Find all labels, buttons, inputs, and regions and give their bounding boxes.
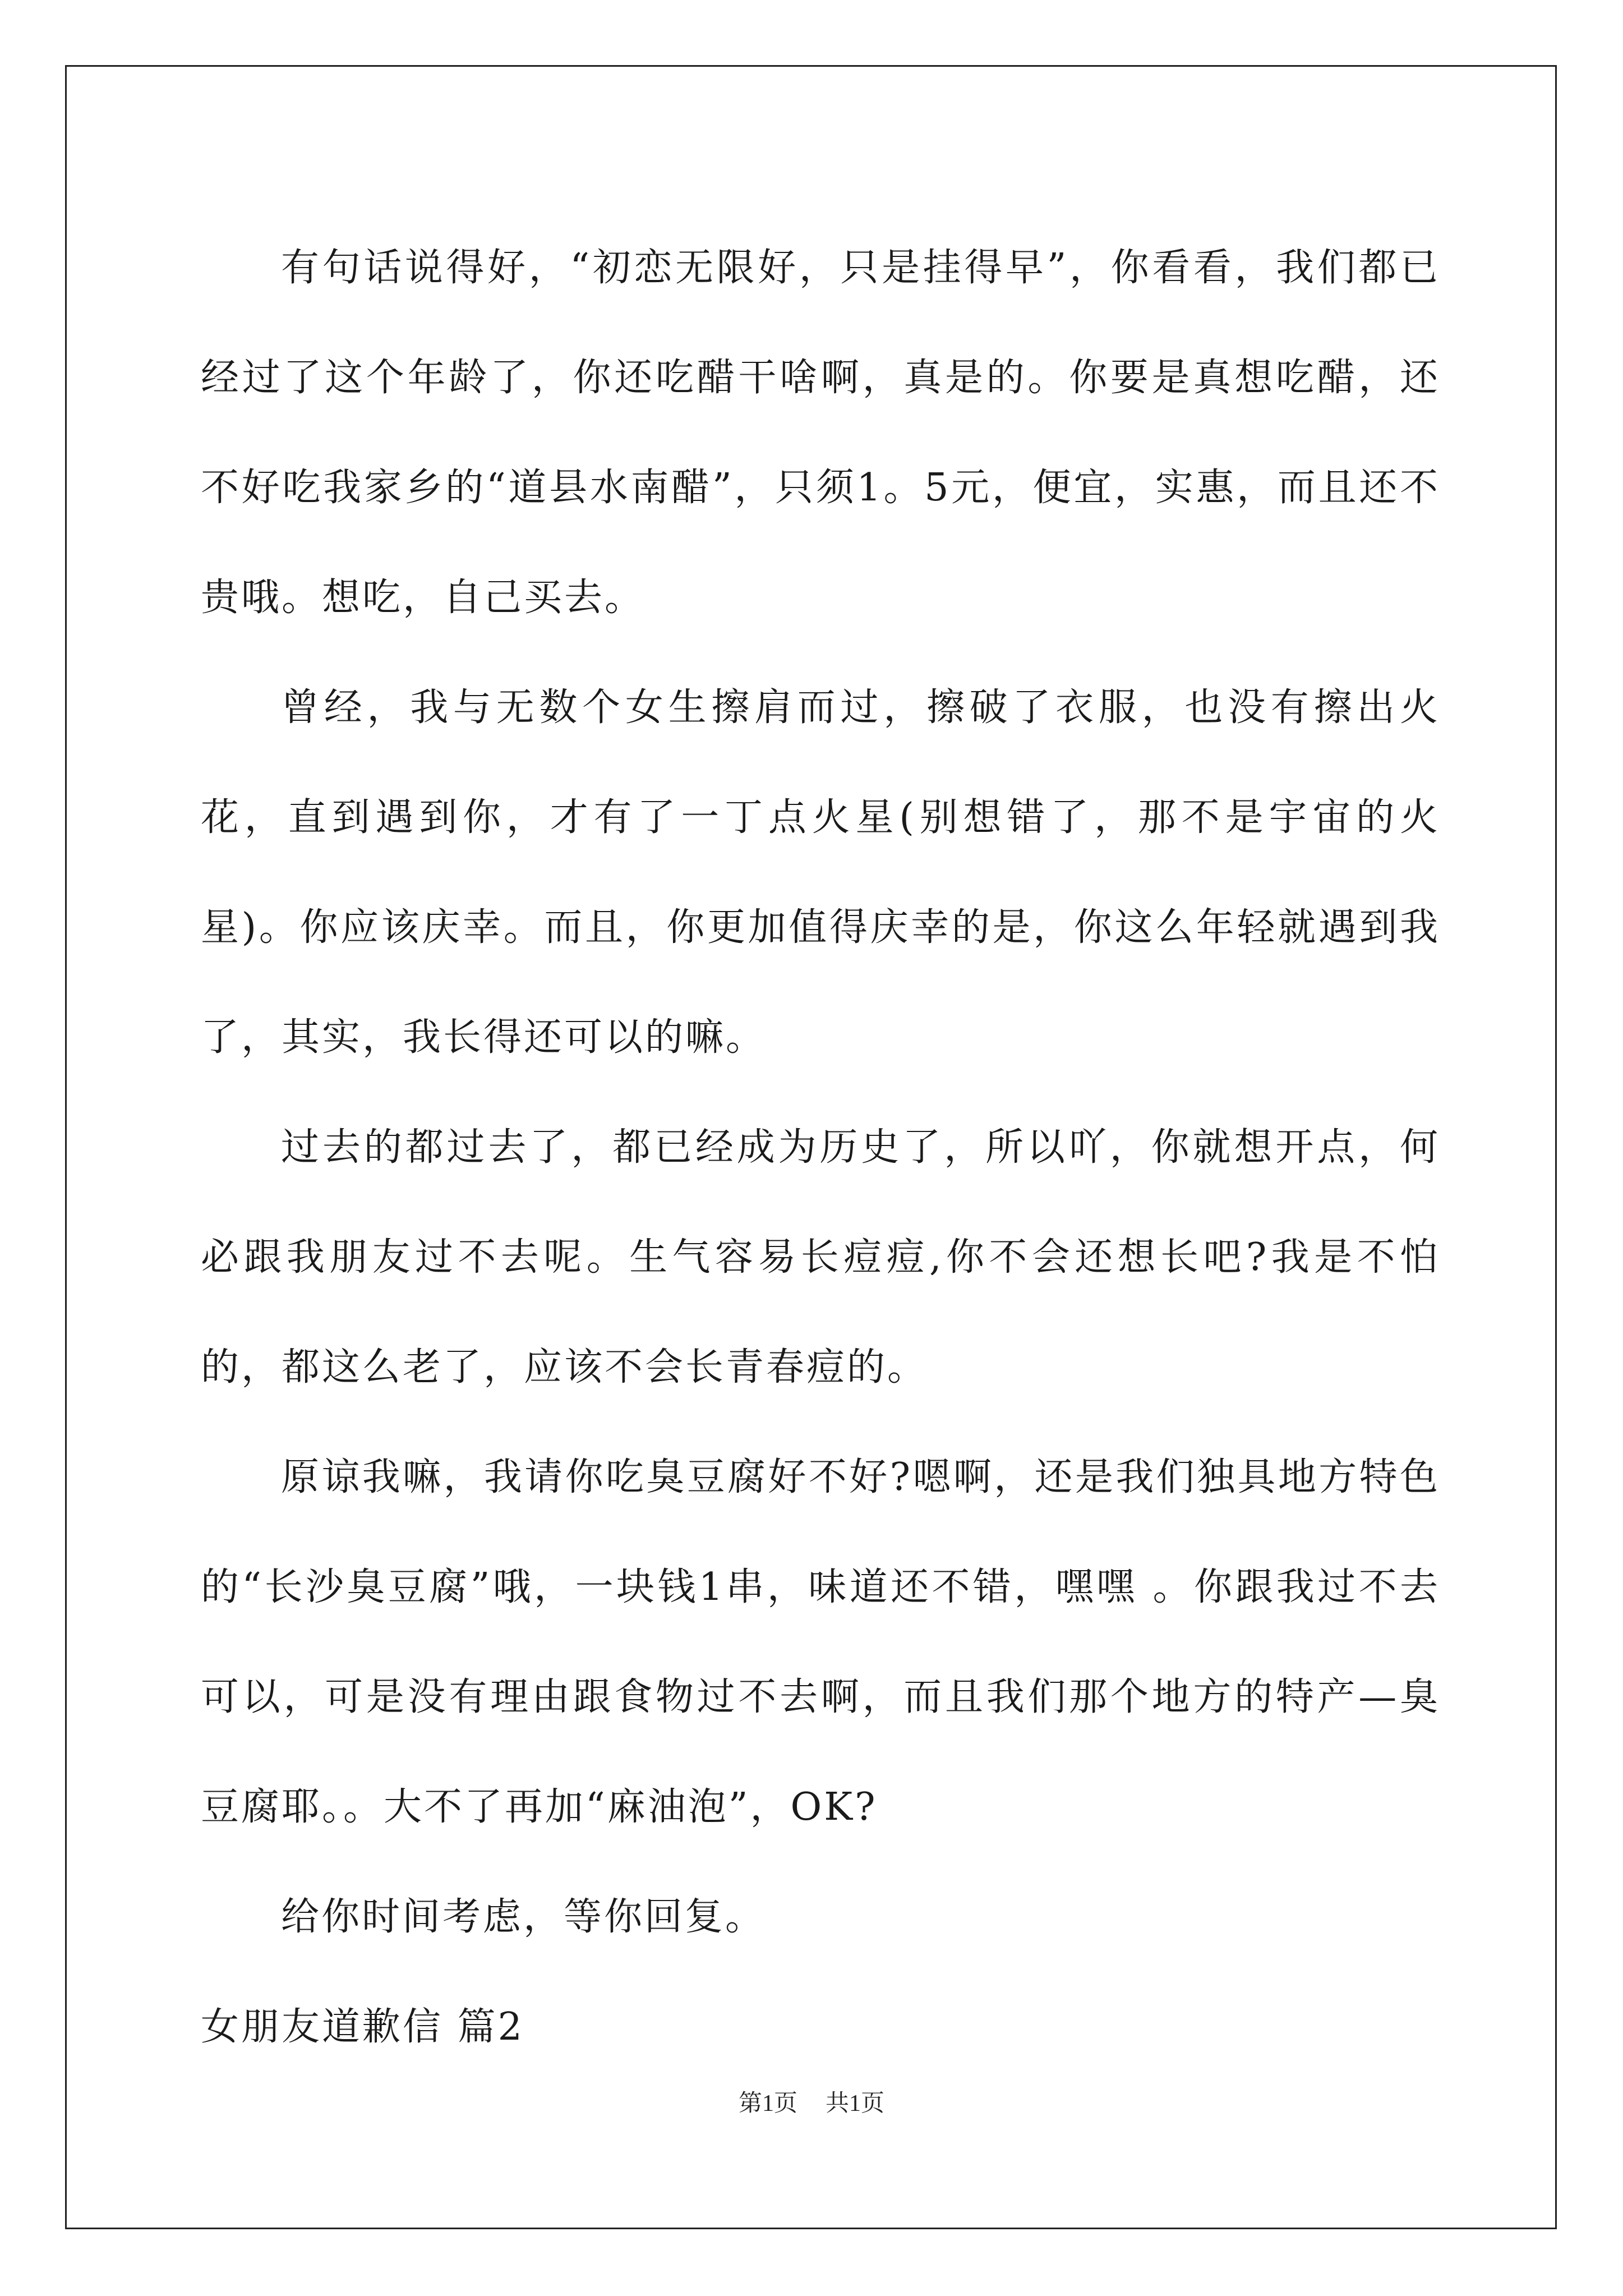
paragraph-1: 有句话说得好，“初恋无限好，只是挂得早”，你看看，我们都已经过了这个年龄了，你还吃醋干啥啊，真是的。你要是真想吃醋，还不好吃我家乡的“道县水南醋”，只须1。5元，便宜，实惠，而且还不贵哦。想吃，自己买去。 [201,246,1440,620]
page-number-current: 第1页 [738,2091,797,2116]
section-heading: 女朋友道歉信 篇2 [201,2005,524,2049]
paragraph-3: 过去的都过去了，都已经成为历史了，所以吖，你就想开点，何必跟我朋友过不去呢。生气容易长痘痘,你不会还想长吧?我是不怕的，都这么老了，应该不会长青春痘的。 [201,1125,1440,1389]
page-footer [0,2087,1623,2120]
document-body [201,213,1440,2082]
paragraph-2: 曾经，我与无数个女生擦肩而过，擦破了衣服，也没有擦出火花，直到遇到你，才有了一丁点火星(别想错了，那不是宇宙的火星)。你应该庆幸。而且，你更加值得庆幸的是，你这么年轻就遇到我了，其实，我长得还可以的嘛。 [201,685,1440,1060]
paragraph-4: 原谅我嘛，我请你吃臭豆腐好不好?嗯啊，还是我们独具地方特色的“长沙臭豆腐”哦，一块钱1串，味道还不错，嘿嘿 。你跟我过不去可以，可是没有理由跟食物过不去啊，而且我们那个地方的特产—臭豆腐耶。。大不了再加“麻油泡”，OK? [201,1455,1440,1829]
page-number-total: 共1页 [826,2091,885,2116]
paragraph-5: 给你时间考虑，等你回复。 [281,1895,766,1939]
